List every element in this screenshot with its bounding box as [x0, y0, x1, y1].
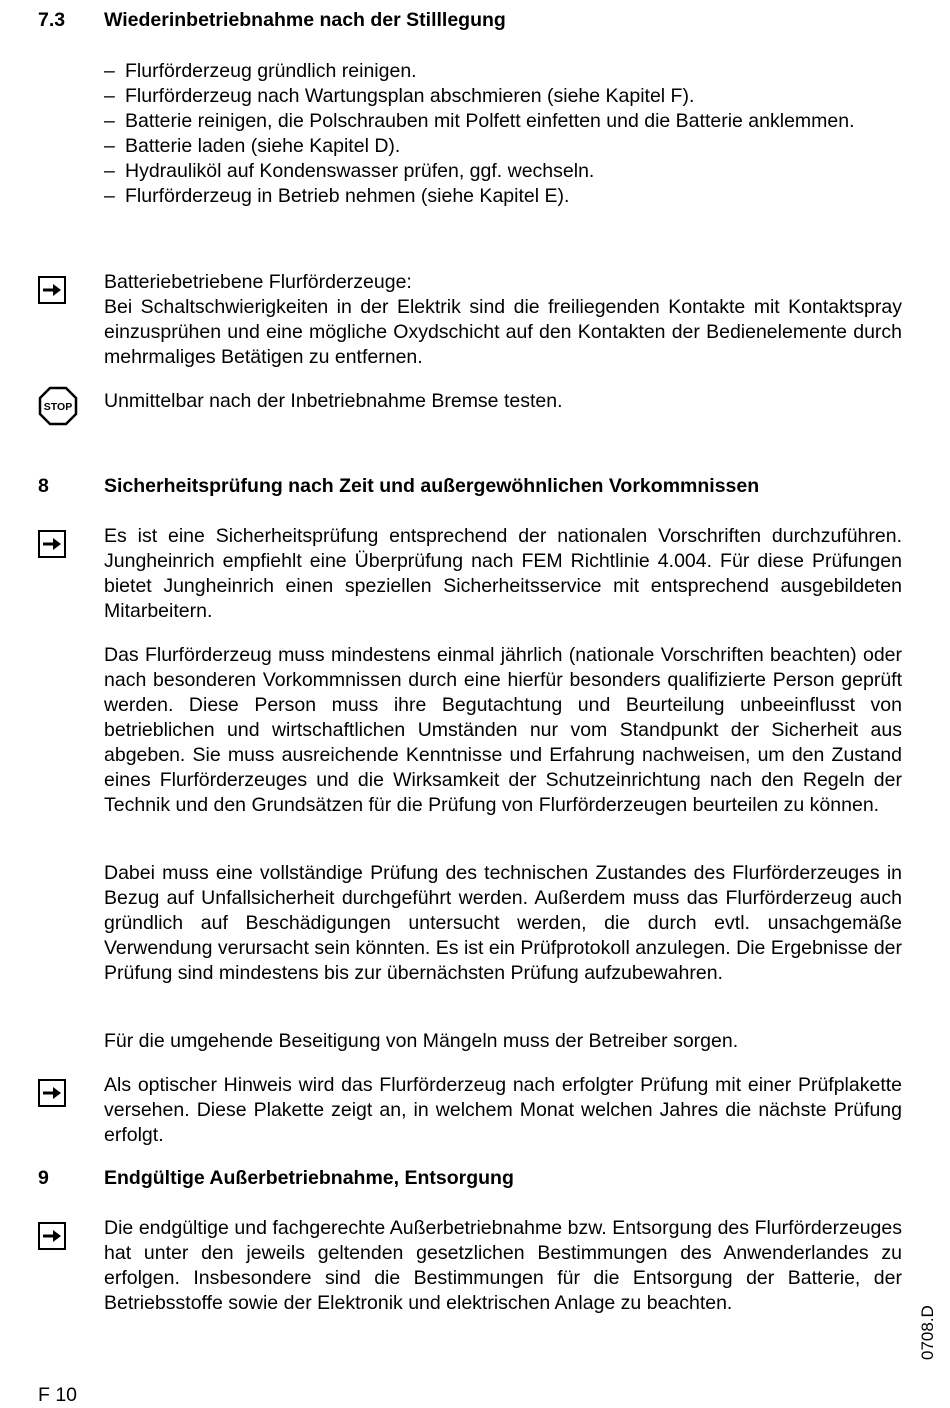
section-7-3-number: 7.3: [38, 9, 66, 31]
section-7-3-title: Wiederinbetriebnahme nach der Stilllegung: [104, 9, 506, 31]
section-9-number: 9: [38, 1167, 49, 1189]
list-item: – Batterie reinigen, die Polschrauben mit Polfett einfetten und die Batterie anklemmen.: [104, 110, 855, 132]
battery-note: [104, 270, 902, 370]
note-arrow-icon: [38, 1079, 66, 1107]
battery-note-title: Batteriebetriebene Flurförderzeuge:: [104, 271, 412, 293]
list-item: – Flurförderzeug in Betrieb nehmen (siehe Kapitel E).: [104, 185, 570, 207]
list-item: – Hydrauliköl auf Kondenswasser prüfen, ggf. wechseln.: [104, 160, 595, 182]
section-8-title: Sicherheitsprüfung nach Zeit und außergewöhnlichen Vorkommnissen: [104, 475, 760, 497]
note-arrow-icon: [38, 276, 66, 304]
section-8-number: 8: [38, 475, 49, 497]
stop-icon: [38, 386, 78, 426]
doc-code: 0708.D: [918, 1305, 937, 1360]
note-arrow-icon: [38, 1222, 66, 1250]
restart-steps-list: [104, 59, 902, 209]
section-9-paragraph: Die endgültige und fachgerechte Außerbetriebnahme bzw. Entsorgung des Flurförderzeuges hat unter den jeweils geltenden gesetzlichen Bestimmungen des Anwenderlandes zu erfolgen. Insbesondere sind die Bestimmungen für die Entsorgung der Batterie, der Betriebsstoffe sowie der Elektronik und elektrischen Anlage zu beachten.: [104, 1217, 902, 1314]
section-8-paragraph: Dabei muss eine vollständige Prüfung des technischen Zustandes des Flurförderzeuges in Bezug auf Unfallsicherheit durchgeführt werden. Außerdem muss das Flurförderzeug auch gründlich auf Beschädigungen untersucht werden, die durch evtl. unsachgemäße Verwendung verursacht sein könnten. Es ist ein Prüfprotokoll anzulegen. Die Ergebnisse der Prüfung sind mindestens bis zur übernächsten Prüfung aufzubewahren.: [104, 862, 902, 984]
section-8-paragraph: Für die umgehende Beseitigung von Mängeln muss der Betreiber sorgen.: [104, 1030, 739, 1052]
page-number: F 10: [38, 1384, 78, 1406]
section-8-paragraph: Das Flurförderzeug muss mindestens einmal jährlich (nationale Vorschriften beachten) oder nach besonderen Vorkommnissen durch eine hierfür besonders qualifizierte Person geprüft werden. Diese Person muss ihre Begutachtung und Beurteilung unbeeinflusst von betrieblichen und wirtschaftlichen Umständen nur vom Standpunkt der Sicherheit aus abgeben. Sie muss ausreichende Kenntnisse und Erfahrung nachweisen, um den Zustand eines Flurförderzeuges und die Wirksamkeit der Schutzeinrichtung nach den Regeln der Technik und den Grundsätzen für die Prüfung von Flurförderzeugen beurteilen zu können.: [104, 644, 902, 816]
section-9-title: Endgültige Außerbetriebnahme, Entsorgung: [104, 1167, 514, 1189]
stop-label: STOP: [43, 401, 73, 413]
list-item: – Flurförderzeug gründlich reinigen.: [104, 60, 417, 82]
list-item: – Batterie laden (siehe Kapitel D).: [104, 135, 401, 157]
list-item: – Flurförderzeug nach Wartungsplan abschmieren (siehe Kapitel F).: [104, 85, 695, 107]
section-8-paragraph: Es ist eine Sicherheitsprüfung entsprechend der nationalen Vorschriften durchzuführen. Jungheinrich empfiehlt eine Überprüfung nach FEM Richtlinie 4.004. Für diese Prüfungen bietet Jungheinrich einen speziellen Sicherheitsservice mit entsprechend ausgebildeten Mitarbeitern.: [104, 525, 902, 622]
battery-note-text: Bei Schaltschwierigkeiten in der Elektrik sind die freiliegenden Kontakte mit Kontaktspray einzusprühen und eine mögliche Oxydschicht auf den Kontakten der Bedienelemente durch mehrmaliges Betätigen zu entfernen.: [104, 296, 902, 368]
stop-warning-text: Unmittelbar nach der Inbetriebnahme Bremse testen.: [104, 390, 563, 412]
section-8-paragraph: Als optischer Hinweis wird das Flurförderzeug nach erfolgter Prüfung mit einer Prüfplakette versehen. Diese Plakette zeigt an, in welchem Monat welchen Jahres die nächste Prüfung erfolgt.: [104, 1074, 902, 1146]
note-arrow-icon: [38, 530, 66, 558]
